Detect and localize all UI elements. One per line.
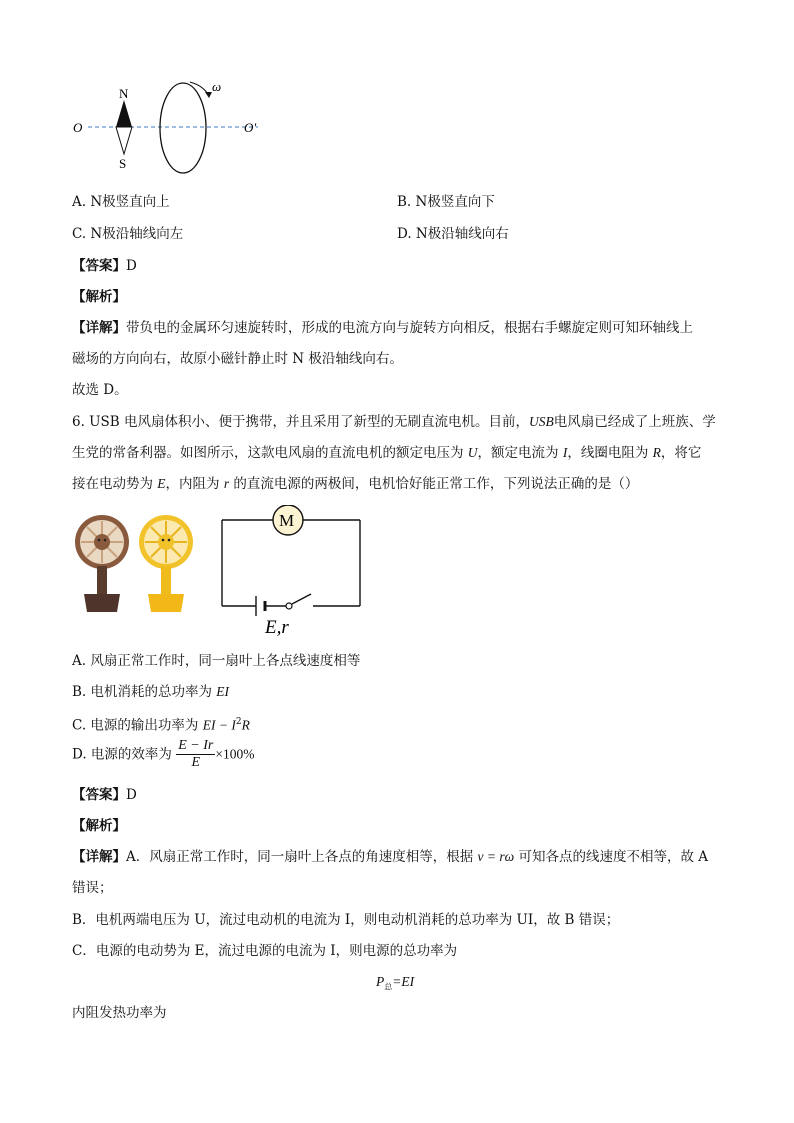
option-expr: EI	[216, 684, 230, 699]
formula-rest: =EI	[392, 974, 415, 989]
q5-option-a: A. N极竖直向上	[72, 194, 170, 210]
q5-option-b: B. N极竖直向下	[397, 194, 495, 210]
brown-fan-image	[75, 515, 129, 612]
detail-text: A．风扇正常工作时，同一扇叶上各点的角速度相等，根据	[126, 849, 478, 865]
q6-stem-line2	[72, 444, 701, 462]
q6-option-d	[72, 738, 254, 771]
label-o-right: O'	[244, 120, 257, 135]
q6-option-a: A. 风扇正常工作时，同一扇叶上各点线速度相等	[72, 653, 361, 669]
stem-text: 生党的常备利器。如图所示，这款电风扇的直流电机的额定电压为	[72, 445, 468, 461]
option-tail: ×100%	[215, 746, 255, 762]
source-label: E,r	[265, 617, 289, 638]
q6-analysis-tag	[72, 817, 126, 835]
answer-tag: 【答案】	[72, 787, 126, 803]
q6-stem-line3	[72, 475, 638, 493]
stem-text: 的直流电源的两极间，电机恰好能正常工作，下列说法正确的是（）	[229, 476, 639, 492]
detail-formula: v = rω	[477, 849, 515, 864]
q6-detail-line-a	[72, 848, 708, 866]
option-text: D. 电源的效率为	[72, 746, 177, 763]
option-text: B. 电机消耗的总功率为	[72, 684, 217, 700]
detail-text: 可知各点的线速度不相等，故 A	[514, 849, 709, 865]
label-south: S	[119, 156, 127, 171]
q5-detail-line1	[72, 319, 693, 337]
stem-text: ，额定电流为	[477, 445, 563, 461]
q6-detail-line-b: B．电机两端电压为 U，流过电动机的电流为 I，则电动机消耗的总功率为 UI，故 B 错误；	[72, 912, 620, 928]
stem-text: ，内阻为	[165, 476, 224, 492]
detail-text: 带负电的金属环匀速旋转时，形成的电流方向与旋转方向相反，根据右手螺旋定则可知环轴线上	[126, 320, 693, 336]
detail-tag: 【详解】	[72, 849, 126, 865]
option-text: C. 电源的输出功率为	[72, 717, 203, 734]
q5-detail-line3: 故选 D。	[72, 382, 128, 398]
yellow-fan-image	[139, 515, 193, 612]
stem-usb: USB	[529, 414, 554, 429]
fraction-denominator: E	[191, 755, 201, 770]
q6-detail-line-c: C．电源的电动势为 E，流过电源的电流为 I，则电源的总功率为	[72, 943, 458, 959]
label-omega: ω	[212, 79, 222, 94]
answer-tag: 【答案】	[72, 258, 126, 274]
option-expr: R	[241, 717, 250, 733]
option-expr-sup: 2	[235, 717, 242, 727]
option-expr: EI − I	[202, 717, 236, 733]
needle-south	[116, 127, 132, 154]
rotation-arrow	[190, 82, 209, 96]
q5-option-c: C. N极沿轴线向左	[72, 226, 184, 242]
var-e: E	[157, 476, 166, 491]
var-u: U	[467, 445, 478, 460]
answer-value: D	[126, 258, 137, 274]
label-north: N	[119, 86, 129, 101]
q5-answer	[72, 257, 137, 275]
metal-ring	[160, 83, 206, 173]
label-o-left: O	[73, 120, 83, 135]
efficiency-fraction	[176, 738, 215, 771]
fraction-numerator: E − Ir	[178, 738, 214, 753]
q6-stem-line1	[72, 413, 716, 431]
stem-text: 接在电动势为	[72, 476, 158, 492]
detail-tag: 【详解】	[72, 320, 126, 336]
q6-answer	[72, 786, 137, 804]
var-r-coil: R	[652, 445, 661, 460]
stem-text: ，线圈电阻为	[567, 445, 653, 461]
motor-label: M	[279, 511, 295, 530]
formula-symbol: P	[376, 974, 385, 989]
circuit-diagram	[215, 505, 370, 640]
answer-value: D	[126, 787, 137, 803]
q5-detail-line2: 磁场的方向向右，故原小磁针静止时 N 极沿轴线向右。	[72, 351, 403, 367]
var-r-internal: r	[223, 476, 230, 491]
total-power-formula	[376, 973, 414, 997]
q6-detail-last-line: 内阻发热功率为	[72, 1005, 167, 1021]
var-i: I	[562, 445, 568, 460]
formula-subscript: 总	[384, 982, 393, 992]
magnet-ring-figure	[68, 78, 278, 188]
q6-detail-line-a2: 错误；	[72, 880, 113, 896]
stem-text: 电风扇已经成了上班族、学	[553, 414, 716, 430]
analysis-tag: 【解析】	[72, 818, 126, 834]
rotation-arrowhead	[205, 92, 212, 98]
q6-option-c	[72, 713, 250, 735]
stem-text: 6. USB 电风扇体积小、便于携带，并且采用了新型的无刷直流电机。目前，	[72, 414, 530, 430]
needle-north	[116, 100, 132, 127]
stem-text: ，将它	[660, 445, 702, 461]
analysis-tag: 【解析】	[72, 289, 126, 305]
switch-pivot	[286, 603, 292, 609]
q5-option-d: D. N极沿轴线向右	[397, 226, 509, 242]
switch-lever	[292, 594, 311, 604]
fan-photos	[74, 508, 198, 618]
q6-option-b	[72, 683, 229, 701]
q5-analysis-tag	[72, 288, 126, 306]
